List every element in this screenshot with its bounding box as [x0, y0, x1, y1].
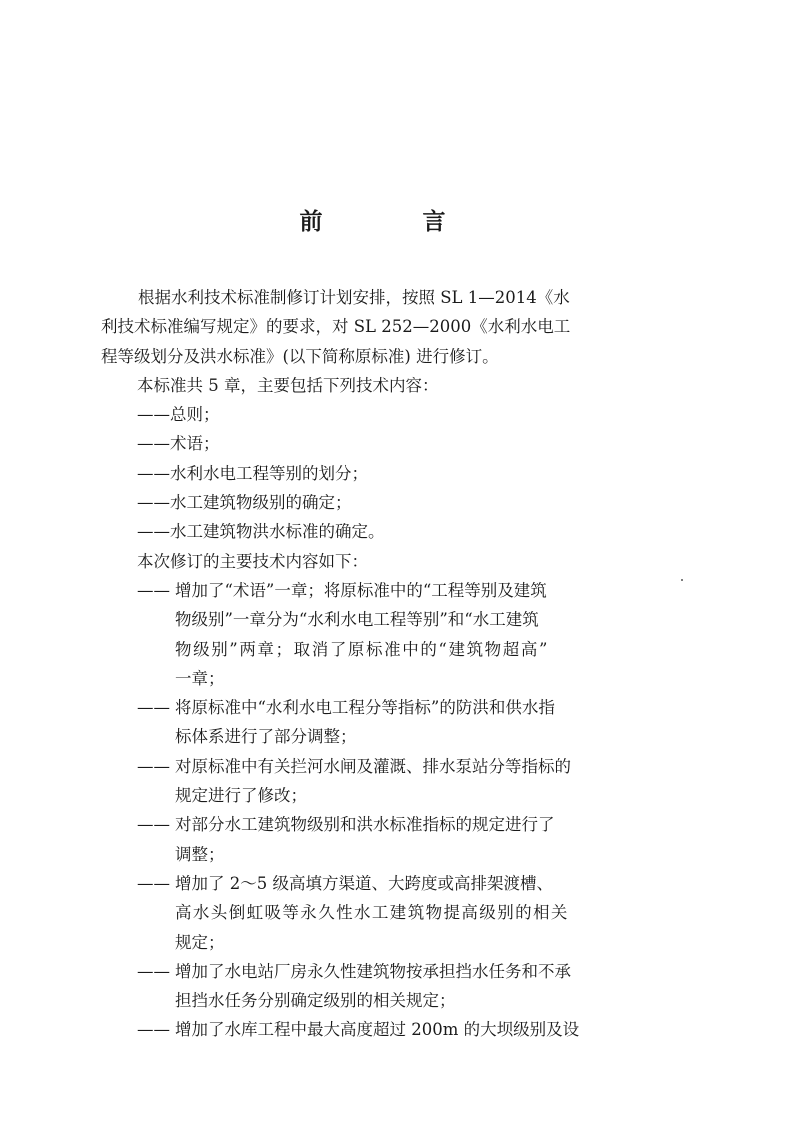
intro-line: 利技术标准编写规定》的要求，对 SL 252—2000《水利水电工 — [101, 317, 571, 337]
revision-item — [137, 957, 637, 1016]
revision-dash: —— — [137, 756, 170, 776]
revision-line: 规定进行了修改； — [175, 786, 307, 806]
revision-line: 物级别”一章分为“水利水电工程等别”和“水工建筑 — [175, 610, 539, 630]
revision-line: 高水头倒虹吸等永久性水工建筑物提高级别的相关 — [175, 903, 569, 923]
chapter-item: ——水利水电工程等别的划分； — [137, 463, 368, 483]
chapters-intro: 本标准共 5 章，主要包括下列技术内容： — [137, 375, 439, 395]
revision-line: 增加了 2～5 级高填方渠道、大跨度或高排架渡槽、 — [175, 873, 553, 893]
revision-dash: —— — [137, 873, 170, 893]
intro-line: 根据水利技术标准制修订计划安排，按照 SL 1—2014《水 — [138, 288, 570, 307]
revision-line: 增加了“术语”一章；将原标准中的“工程等别及建筑 — [175, 580, 547, 600]
margin-mark — [681, 579, 683, 581]
revision-line: 增加了水电站厂房永久性建筑物按承担挡水任务和不承 — [175, 961, 571, 981]
revisions-list — [137, 576, 637, 1045]
revision-line: 增加了水库工程中最大高度超过 200m 的大坝级别及设 — [175, 1020, 580, 1040]
revision-line: 调整； — [175, 844, 225, 864]
revision-dash: —— — [137, 580, 170, 600]
revisions-intro: 本次修订的主要技术内容如下： — [137, 551, 368, 571]
revision-item — [137, 752, 637, 811]
intro-line: 程等级划分及洪水标准》(以下简称原标准) 进行修订。 — [101, 346, 499, 366]
chapter-item: ——水工建筑物洪水标准的确定。 — [137, 522, 385, 542]
revision-item — [137, 693, 637, 752]
chapter-item: ——水工建筑物级别的确定； — [137, 493, 352, 513]
chapter-item: ——总则； — [137, 405, 220, 425]
revision-line: 标体系进行了部分调整； — [175, 727, 357, 747]
revision-line: 物级别”两章；取消了原标准中的“建筑物超高” — [175, 639, 550, 659]
revision-line: 对部分水工建筑物级别和洪水标准指标的规定进行了 — [175, 815, 555, 835]
revision-line: 担挡水任务分别确定级别的相关规定； — [175, 991, 456, 1011]
revision-dash: —— — [137, 1020, 170, 1040]
chapter-item: ——术语； — [137, 434, 220, 454]
revision-item — [137, 576, 637, 693]
revision-line: 对原标准中有关拦河水闸及灌溉、排水泵站分等指标的 — [175, 756, 571, 776]
revision-line: 一章； — [175, 668, 225, 688]
revision-dash: —— — [137, 815, 170, 835]
chapters-list — [137, 400, 637, 546]
revision-item — [137, 1015, 637, 1044]
revision-item — [137, 869, 637, 957]
revision-dash: —— — [137, 698, 170, 718]
page-title: 前 言 — [299, 209, 492, 235]
revision-item — [137, 810, 637, 869]
revision-dash: —— — [137, 961, 170, 981]
document-body — [101, 283, 637, 1045]
revision-line: 规定； — [175, 932, 225, 952]
intro-paragraph — [101, 283, 637, 371]
revision-line: 将原标准中“水利水电工程分等指标”的防洪和供水指 — [175, 698, 555, 718]
